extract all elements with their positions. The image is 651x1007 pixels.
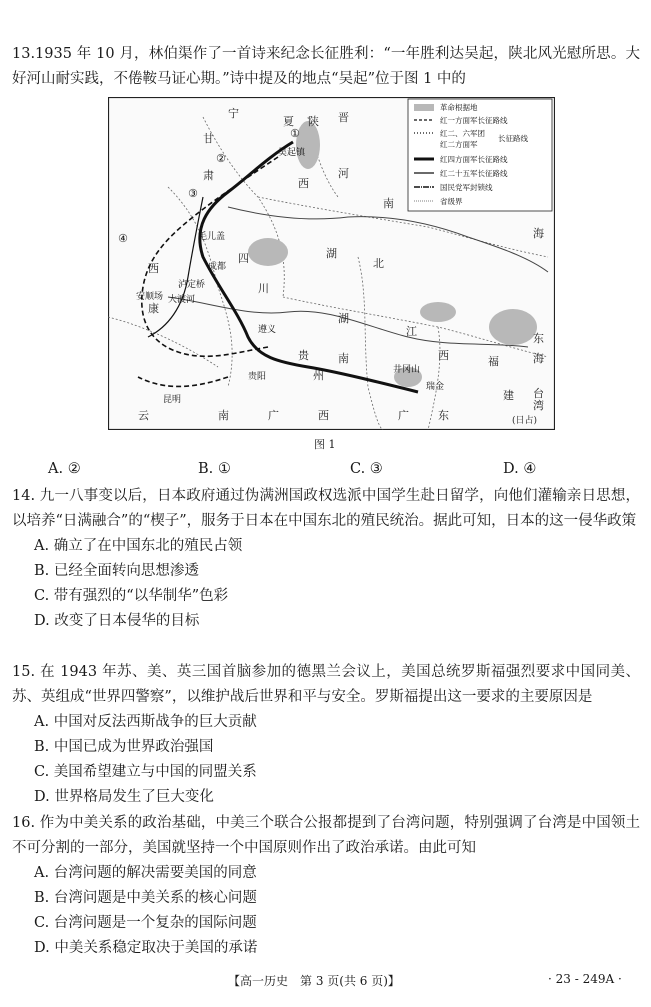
province-label: 晋 bbox=[338, 111, 349, 124]
place-label: 遵义 bbox=[258, 325, 277, 335]
question-16 bbox=[12, 811, 640, 961]
option-c: C. 带有强烈的“以华制华”色彩 bbox=[34, 588, 229, 604]
svg-text:红一方面军长征路线: 红一方面军长征路线 bbox=[440, 116, 508, 125]
option-a: A. ② bbox=[48, 461, 81, 477]
option-d: D. 中美关系稳定取决于美国的承诺 bbox=[34, 940, 258, 956]
question-14 bbox=[12, 484, 640, 634]
place-label: 吴起镇 bbox=[278, 148, 306, 158]
long-march-map bbox=[108, 97, 555, 430]
svg-text:红四方面军长征路线: 红四方面军长征路线 bbox=[440, 155, 508, 164]
province-label: 肃 bbox=[203, 169, 214, 182]
svg-text:革命根据地: 革命根据地 bbox=[440, 103, 478, 112]
place-label: 昆明 bbox=[163, 395, 182, 405]
svg-text:省级界: 省级界 bbox=[440, 197, 463, 206]
province-label: 四 bbox=[238, 252, 249, 265]
province-label: 西 bbox=[438, 349, 449, 362]
province-label: 东 bbox=[438, 409, 449, 422]
map-marker-2: ② bbox=[216, 152, 226, 165]
page-footer-center: 【高一历史 第 3 页(共 6 页)】 bbox=[228, 974, 400, 988]
option-d: D. 世界格局发生了巨大变化 bbox=[34, 789, 214, 805]
option-a: A. 中国对反法西斯战争的巨大贡献 bbox=[34, 714, 257, 730]
option-c: C. 台湾问题是一个复杂的国际问题 bbox=[34, 915, 257, 931]
province-label: 西 bbox=[148, 262, 159, 275]
province-label: 康 bbox=[148, 302, 159, 315]
province-label: 川 bbox=[258, 282, 269, 295]
province-label: 夏 bbox=[283, 115, 294, 128]
question-15-text: 15. 在 1943 年苏、美、英三国首脑参加的德黑兰会议上，美国总统罗斯福强烈要求中国同美、苏、英组成“世界四警察”，以维护战后世界和平与安全。罗斯福提出这一要求的主要原因是 bbox=[12, 664, 640, 705]
figure-caption: 图 1 bbox=[314, 438, 336, 451]
option-c: C. ③ bbox=[350, 461, 383, 477]
option-c: C. 美国希望建立与中国的同盟关系 bbox=[34, 764, 257, 780]
place-label: 安顺场 bbox=[136, 292, 164, 302]
svg-text:红二十五军长征路线: 红二十五军长征路线 bbox=[440, 169, 508, 178]
option-d: D. 改变了日本侵华的目标 bbox=[34, 613, 200, 629]
sea-label: 海 bbox=[533, 227, 544, 240]
svg-text:红二、六军团: 红二、六军团 bbox=[440, 129, 485, 138]
svg-text:红二方面军: 红二方面军 bbox=[440, 140, 478, 149]
question-13-text: 13.1935 年 10 月，林伯渠作了一首诗来纪念长征胜利：“一年胜利达吴起，陕北风光慰所思。大好河山耐实践，不倦鞍马证心期。”诗中提及的地点“吴起”位于图 1 中的 bbox=[12, 46, 640, 87]
province-label: 西 bbox=[298, 177, 309, 190]
place-label: 毛儿盖 bbox=[198, 232, 226, 242]
option-a: A. 台湾问题的解决需要美国的同意 bbox=[34, 865, 257, 881]
sea-label: 海 bbox=[533, 352, 544, 365]
option-b: B. ① bbox=[198, 461, 231, 477]
province-label: 湖 bbox=[338, 312, 349, 325]
place-label: 泸定桥 bbox=[178, 280, 206, 290]
option-b: B. 中国已成为世界政治强国 bbox=[34, 739, 214, 755]
province-label: 湖 bbox=[326, 247, 337, 260]
place-label: 成都 bbox=[208, 262, 227, 272]
sea-label: 东 bbox=[533, 332, 544, 345]
page-footer-code: · 23 - 249A · bbox=[548, 972, 622, 986]
map-marker-4: ④ bbox=[118, 232, 128, 245]
province-label: 南 bbox=[383, 197, 394, 210]
question-16-text: 16. 作为中美关系的政治基础，中美三个联合公报都提到了台湾问题，特别强调了台湾是中国领土不可分割的一部分，美国就坚持一个中国原则作出了政治承诺。由此可知 bbox=[12, 815, 640, 856]
province-label: 西 bbox=[318, 409, 329, 422]
province-label: 南 bbox=[338, 352, 349, 365]
province-label: 贵 bbox=[298, 349, 309, 362]
place-label: 贵阳 bbox=[248, 372, 267, 382]
place-label: 瑞金 bbox=[426, 382, 445, 392]
option-a: A. 确立了在中国东北的殖民占领 bbox=[34, 538, 243, 554]
map-marker-1: ① bbox=[290, 127, 300, 140]
province-label: 建 bbox=[503, 389, 514, 402]
province-label: 陕 bbox=[308, 115, 319, 128]
option-b: B. 已经全面转向思想渗透 bbox=[34, 563, 199, 579]
question-13 bbox=[12, 42, 640, 92]
province-label: 福 bbox=[488, 355, 499, 368]
province-label: (日占) bbox=[512, 416, 538, 426]
province-label: 南 bbox=[218, 409, 229, 422]
map-legend bbox=[408, 99, 552, 211]
map-marker-3: ③ bbox=[188, 187, 198, 200]
province-label: 广 bbox=[398, 409, 409, 422]
province-label: 北 bbox=[373, 257, 384, 270]
question-15 bbox=[12, 660, 640, 810]
province-label: 州 bbox=[313, 369, 324, 382]
question-14-text: 14. 九一八事变以后，日本政府通过伪满洲国政权选派中国学生赴日留学，向他们灌输亲日思想，以培养“日满融合”的“楔子”，服务于日本在中国东北的殖民统治。据此可知，日本的这一侵华政策 bbox=[12, 488, 640, 529]
province-label: 河 bbox=[338, 167, 349, 180]
option-d: D. ④ bbox=[503, 461, 537, 477]
svg-text:国民党军封锁线: 国民党军封锁线 bbox=[440, 183, 493, 192]
province-label: 台 bbox=[533, 387, 544, 400]
option-b: B. 台湾问题是中美关系的核心问题 bbox=[34, 890, 257, 906]
svg-text:长征路线: 长征路线 bbox=[498, 134, 528, 143]
province-label: 宁 bbox=[228, 107, 239, 120]
province-label: 湾 bbox=[533, 399, 544, 412]
place-label: 井冈山 bbox=[393, 365, 421, 375]
province-label: 江 bbox=[406, 325, 417, 338]
province-label: 云 bbox=[138, 409, 149, 422]
province-label: 甘 bbox=[203, 132, 214, 145]
place-label: 大渡河 bbox=[168, 295, 196, 305]
province-label: 广 bbox=[268, 409, 279, 422]
